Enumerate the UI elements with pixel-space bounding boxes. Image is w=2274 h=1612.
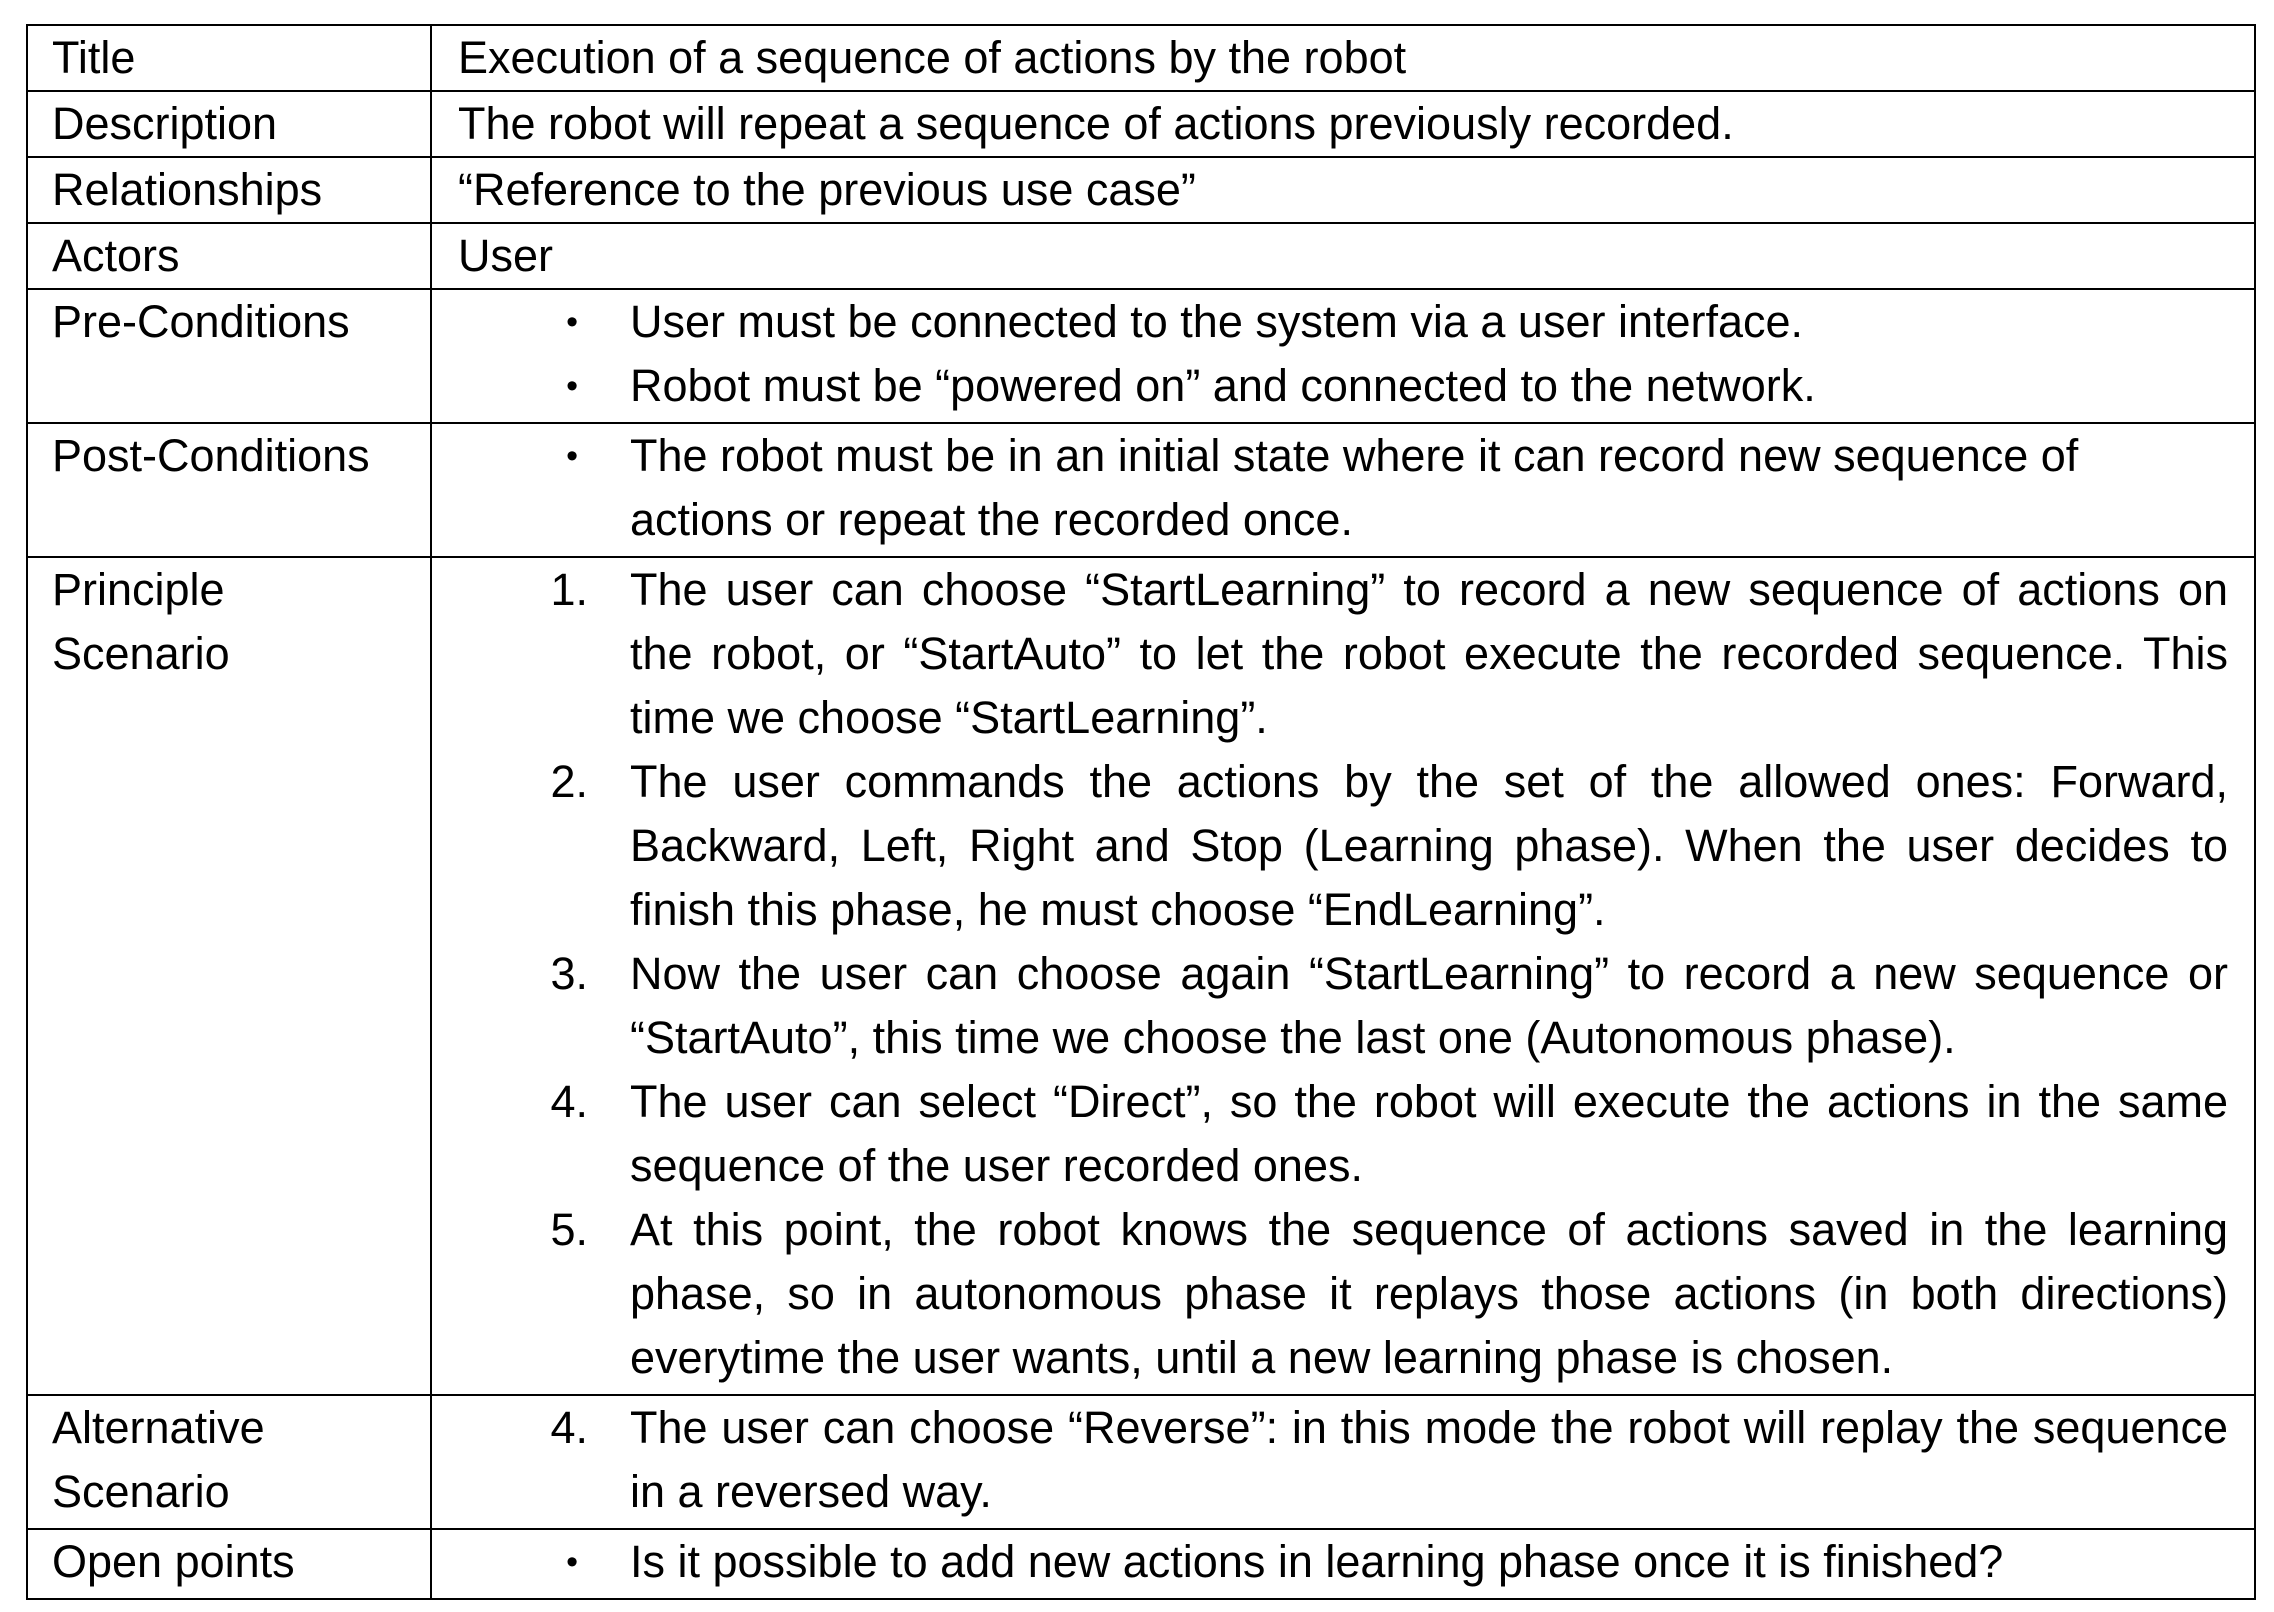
bullet-icon: • xyxy=(566,437,578,475)
label-title: Title xyxy=(27,25,431,91)
item-text: The user commands the actions by the set of the allowed ones: Forward, Backward, Left, Right and Stop (Learning phase). When the user decides to finish this phase, he must choose “EndLearning”. xyxy=(630,756,2228,935)
bullet-icon: • xyxy=(566,1543,578,1581)
list-post-conditions xyxy=(431,423,2255,557)
item-text: User must be connected to the system via a user interface. xyxy=(630,296,1804,347)
list-item xyxy=(432,424,2228,552)
item-text: The user can choose “StartLearning” to record a new sequence of actions on the robot, or “StartAuto” to let the robot execute the recorded sequence. This time we choose “StartLearning”. xyxy=(630,564,2228,743)
list-item xyxy=(432,290,2228,354)
list-item xyxy=(432,558,2228,750)
row-description xyxy=(27,91,2255,157)
row-relationships xyxy=(27,157,2255,223)
item-number: 5. xyxy=(550,1204,588,1255)
label-post-conditions: Post-Conditions xyxy=(27,423,431,557)
item-text: Now the user can choose again “StartLearning” to record a new sequence or “StartAuto”, this time we choose the last one (Autonomous phase). xyxy=(630,948,2228,1063)
bullet-icon: • xyxy=(566,367,578,405)
bullet-icon: • xyxy=(566,303,578,341)
row-open-points xyxy=(27,1529,2255,1599)
value-description: The robot will repeat a sequence of actions previously recorded. xyxy=(431,91,2255,157)
row-actors xyxy=(27,223,2255,289)
label-alternative-scenario xyxy=(27,1395,431,1529)
list-pre-conditions xyxy=(431,289,2255,423)
list-item xyxy=(432,354,2228,418)
row-alternative-scenario xyxy=(27,1395,2255,1529)
label-principle-scenario xyxy=(27,557,431,1395)
label-line: Scenario xyxy=(52,628,230,679)
label-line: Scenario xyxy=(52,1466,230,1517)
list-item xyxy=(432,1070,2228,1198)
label-description: Description xyxy=(27,91,431,157)
item-text: Robot must be “powered on” and connected to the network. xyxy=(630,360,1816,411)
label-line: Alternative xyxy=(52,1402,265,1453)
list-item xyxy=(432,1530,2228,1594)
label-pre-conditions: Pre-Conditions xyxy=(27,289,431,423)
item-text: Is it possible to add new actions in learning phase once it is finished? xyxy=(630,1536,2004,1587)
item-text: The robot must be in an initial state where it can record new sequence of actions or repeat the recorded once. xyxy=(630,430,2079,545)
value-title: Execution of a sequence of actions by the robot xyxy=(431,25,2255,91)
item-number: 2. xyxy=(550,756,588,807)
row-principle-scenario xyxy=(27,557,2255,1395)
label-actors: Actors xyxy=(27,223,431,289)
item-text: At this point, the robot knows the sequence of actions saved in the learning phase, so in autonomous phase it replays those actions (in both directions) everytime the user wants, until a new learning phase is chosen. xyxy=(630,1204,2228,1383)
label-open-points: Open points xyxy=(27,1529,431,1599)
list-alternative-scenario xyxy=(431,1395,2255,1529)
list-item xyxy=(432,1396,2228,1524)
item-number: 4. xyxy=(550,1076,588,1127)
row-post-conditions xyxy=(27,423,2255,557)
item-number: 3. xyxy=(550,948,588,999)
list-open-points xyxy=(431,1529,2255,1599)
item-text: The user can select “Direct”, so the robot will execute the actions in the same sequence of the user recorded ones. xyxy=(630,1076,2228,1191)
list-principle-scenario xyxy=(431,557,2255,1395)
list-item xyxy=(432,942,2228,1070)
list-item xyxy=(432,1198,2228,1390)
use-case-table xyxy=(26,24,2256,1600)
item-text: The user can choose “Reverse”: in this mode the robot will replay the sequence in a reversed way. xyxy=(630,1402,2228,1517)
label-line: Principle xyxy=(52,564,225,615)
item-number: 1. xyxy=(550,564,588,615)
row-title xyxy=(27,25,2255,91)
value-actors: User xyxy=(431,223,2255,289)
label-relationships: Relationships xyxy=(27,157,431,223)
value-relationships: “Reference to the previous use case” xyxy=(431,157,2255,223)
row-pre-conditions xyxy=(27,289,2255,423)
list-item xyxy=(432,750,2228,942)
item-number: 4. xyxy=(550,1402,588,1453)
